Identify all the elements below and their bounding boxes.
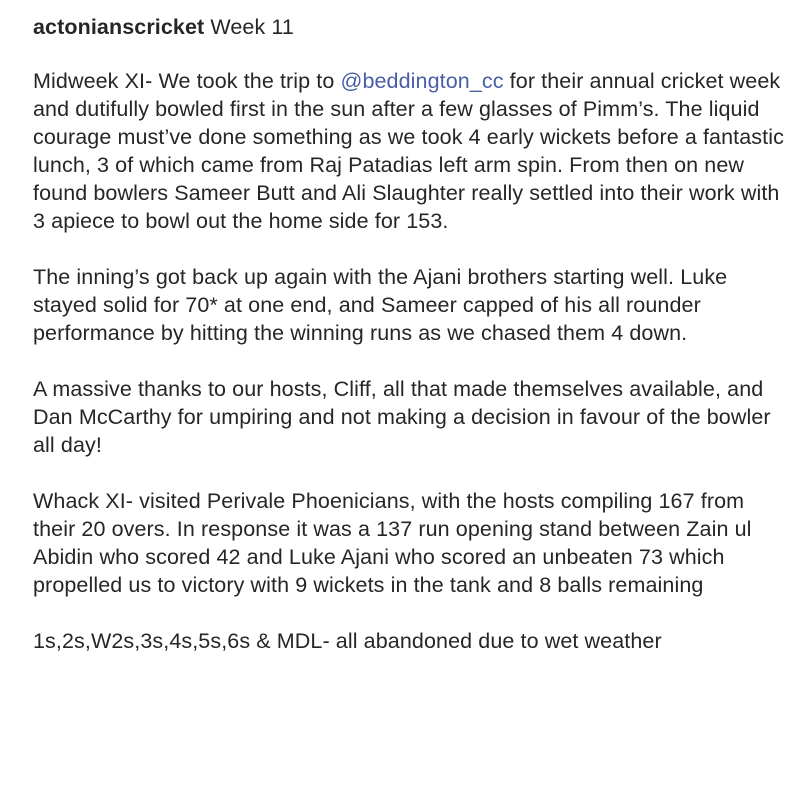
caption-paragraph-whack: Whack XI- visited Perivale Phoenicians, with the hosts compiling 167 from their 20 overs. In response it was a 137 run opening stand between Zain ul Abidin who scored 42 and Luke Ajani who scored an unbeaten 73 which propelled us to victory with 9 wickets in the tank and 8 balls remaining <box>33 489 752 597</box>
username-link[interactable]: actonianscricket <box>33 15 205 39</box>
caption-paragraph-innings: The inning’s got back up again with the Ajani brothers starting well. Luke stayed solid for 70* at one end, and Sameer capped of his all rounder performance by hitting the winning runs as we chased them 4 down. <box>33 265 728 345</box>
caption-paragraph-abandoned: 1s,2s,W2s,3s,4s,5s,6s & MDL- all abandoned due to wet weather <box>33 629 662 653</box>
paragraph-text: for their annual cricket week and dutifully bowled first in the sun after a few glasses of Pimm’s. The liquid courage must’ve done something as we took 4 early wickets before a fantastic lunch, 3 of which came from Raj Patadias left arm spin. From then on new found bowlers Sameer Butt and Ali Slaughter really settled into their work with 3 apiece to bowl out the home side for 153. <box>33 69 784 233</box>
caption-header <box>33 13 785 41</box>
caption-title: Week 11 <box>210 15 294 39</box>
caption-paragraph-midweek <box>33 67 785 235</box>
paragraph-text: Midweek XI- We took the trip to <box>33 69 341 93</box>
caption-paragraph-thanks: A massive thanks to our hosts, Cliff, all that made themselves available, and Dan McCarthy for umpiring and not making a decision in favour of the bowler all day! <box>33 377 771 457</box>
post-caption <box>33 13 785 683</box>
mention-link[interactable]: @beddington_cc <box>340 69 504 93</box>
